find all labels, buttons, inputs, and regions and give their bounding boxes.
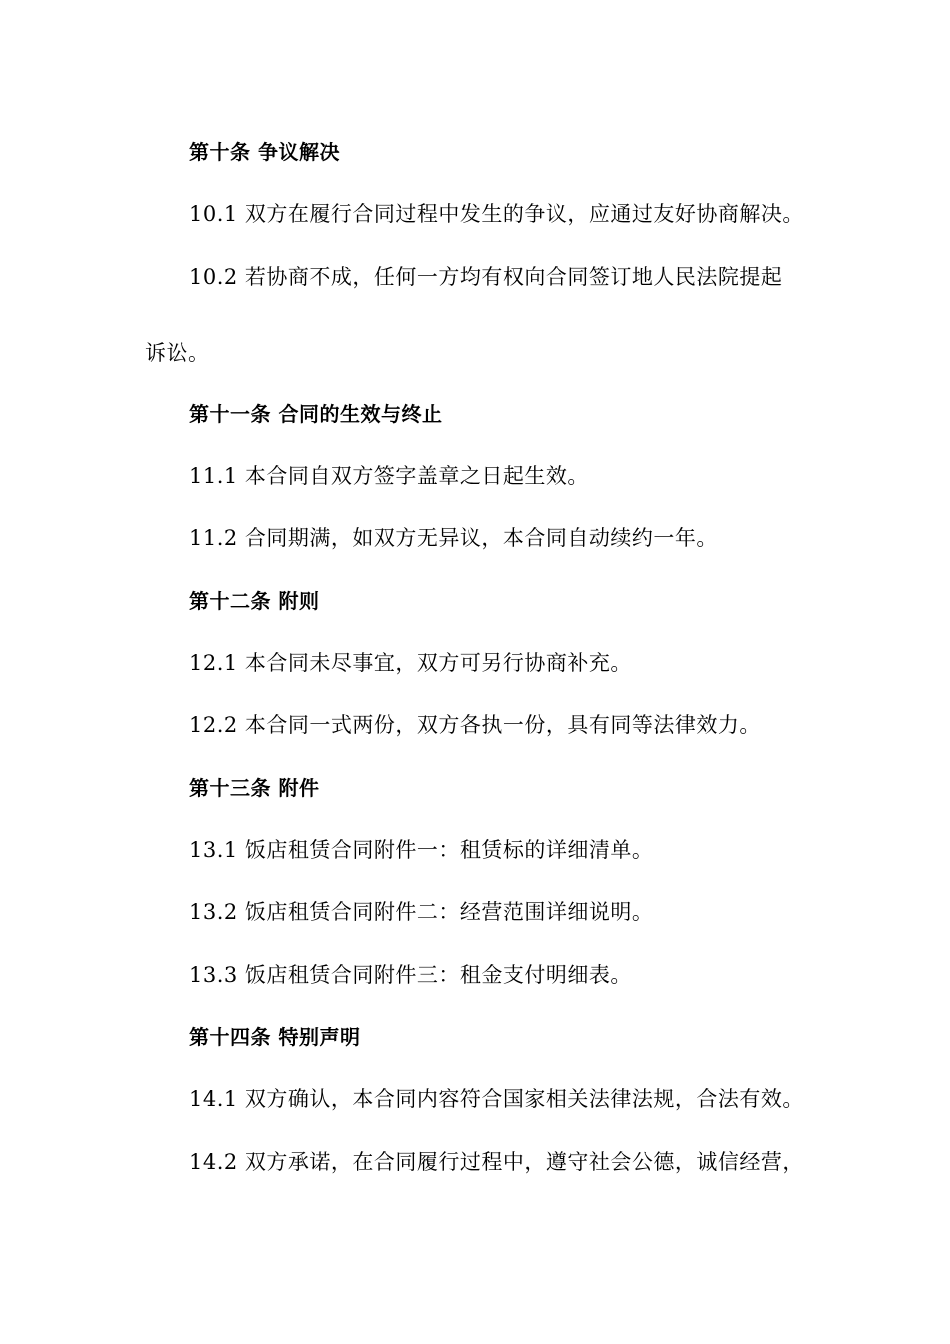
- clause-10-2: 10.2 若协商不成，任何一方均有权向合同签订地人民法院提起: [189, 265, 783, 289]
- clause-13-3: 13.3 饭店租赁合同附件三：租金支付明细表。: [189, 963, 632, 987]
- clause-14-1: 14.1 双方确认，本合同内容符合国家相关法律法规，合法有效。: [189, 1087, 804, 1111]
- clause-10-1: 10.1 双方在履行合同过程中发生的争议，应通过友好协商解决。: [189, 202, 804, 226]
- clause-13-1: 13.1 饭店租赁合同附件一：租赁标的详细清单。: [189, 838, 654, 862]
- section-heading-13: 第十三条 附件: [189, 776, 320, 800]
- clause-10-2-continuation: 诉讼。: [145, 341, 210, 365]
- clause-11-1: 11.1 本合同自双方签字盖章之日起生效。: [189, 464, 589, 488]
- section-heading-12: 第十二条 附则: [189, 589, 320, 613]
- clause-12-1: 12.1 本合同未尽事宜，双方可另行协商补充。: [189, 651, 632, 675]
- clause-12-2: 12.2 本合同一式两份，双方各执一份，具有同等法律效力。: [189, 713, 761, 737]
- section-heading-10: 第十条 争议解决: [189, 140, 340, 164]
- clause-13-2: 13.2 饭店租赁合同附件二：经营范围详细说明。: [189, 900, 654, 924]
- clause-14-2: 14.2 双方承诺，在合同履行过程中，遵守社会公德，诚信经营，: [189, 1150, 804, 1174]
- section-heading-11: 第十一条 合同的生效与终止: [189, 402, 443, 426]
- clause-11-2: 11.2 合同期满，如双方无异议，本合同自动续约一年。: [189, 526, 718, 550]
- section-heading-14: 第十四条 特别声明: [189, 1025, 361, 1049]
